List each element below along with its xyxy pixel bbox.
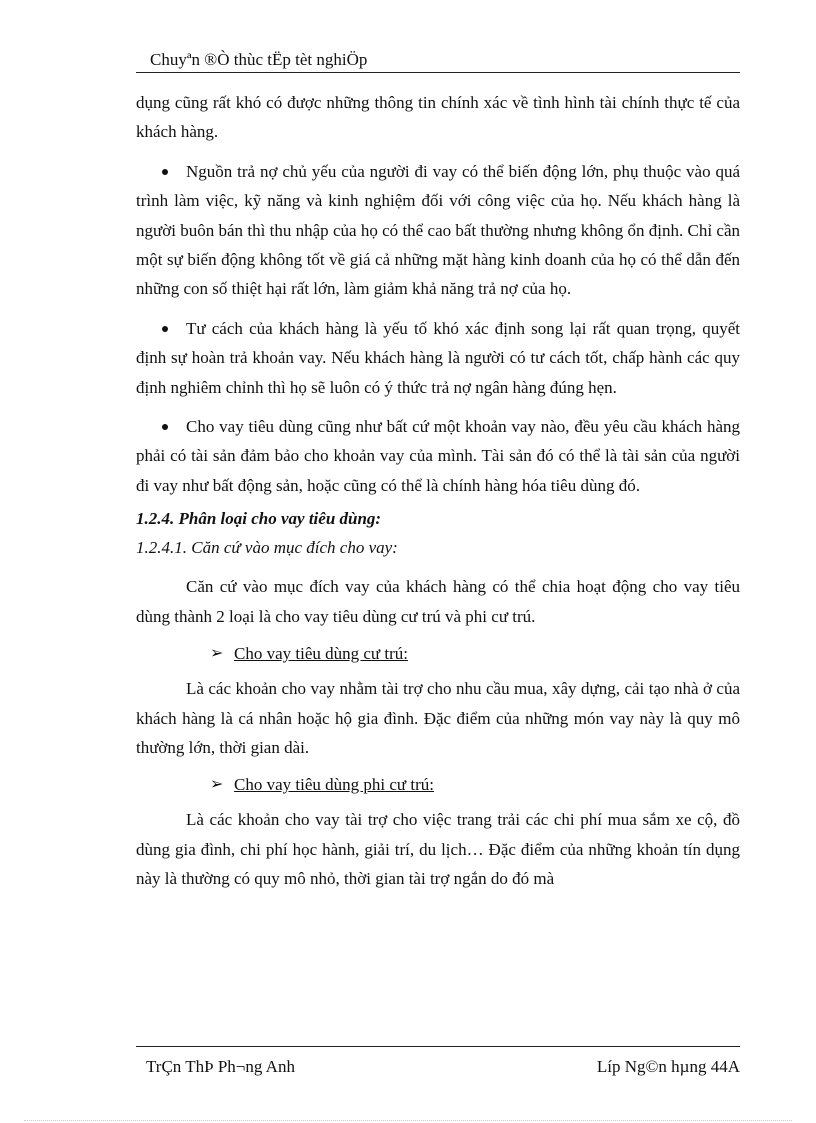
bullet-icon: [162, 169, 168, 175]
section-heading: 1.2.4. Phân loại cho vay tiêu dùng:: [136, 509, 382, 529]
page-footer: [136, 1046, 740, 1076]
bullet-text: Nguồn trả nợ chủ yếu của người đi vay có thể biến động lớn, phụ thuộc vào quá trình làm việc, kỹ năng và kinh nghiệm đối với công việc của họ. Nếu khách hàng là người buôn bán thì thu nhập của họ có thể cao bất thường nhưng không ổn định. Chỉ cần một sự biến động không tốt về giá cả những mặt hàng kinh doanh của họ có thể dẫn đến những con số thiệt hại rất lớn, làm giảm khả năng trả nợ của họ.: [136, 161, 740, 299]
arrowhead-icon: ➢: [210, 645, 224, 663]
document-body: [136, 88, 740, 894]
paragraph-continuation: dụng cũng rất khó có được những thông tin chính xác về tình hình tài chính thực tế của khách hàng.: [136, 93, 740, 142]
header-title: Chuyªn ®Ò thùc tËp tèt nghiÖp: [150, 50, 368, 69]
arrow-item-residential: [136, 639, 740, 668]
bullet-icon: [162, 326, 168, 332]
paragraph-classification: Căn cứ vào mục đích vay của khách hàng có thể chia hoạt động cho vay tiêu dùng thành 2 loại là cho vay tiêu dùng cư trú và phi cư trú.: [136, 577, 740, 626]
footer-author: TrÇn ThÞ Ph¬ng Anh: [146, 1057, 295, 1076]
subsection-heading: 1.2.4.1. Căn cứ vào mục đích cho vay:: [136, 538, 398, 558]
arrow-item-label: Cho vay tiêu dùng phi cư trú:: [234, 775, 434, 795]
arrow-item-label: Cho vay tiêu dùng cư trú:: [234, 644, 408, 664]
bullet-icon: [162, 424, 168, 430]
bullet-item-collateral: [136, 412, 740, 500]
page-header: [136, 48, 740, 73]
bullet-text: Cho vay tiêu dùng cũng như bất cứ một khoản vay nào, đều yêu cầu khách hàng phải có tài sản đảm bảo cho khoản vay của mình. Tài sản đó có thể là tài sản của người đi vay như bất động sản, hoặc cũng có thể là chính hàng hóa tiêu dùng đó.: [136, 417, 740, 495]
arrowhead-icon: ➢: [210, 776, 224, 794]
paragraph-nonresidential: Là các khoản cho vay tài trợ cho việc trang trải các chi phí mua sắm xe cộ, đồ dùng gia đình, chi phí học hành, giải trí, du lịch… Đặc điểm của những khoản tín dụng này là thường có quy mô nhỏ, thời gian tài trợ ngắn do đó mà: [136, 810, 740, 889]
bullet-item-character: [136, 314, 740, 402]
bullet-item-repayment: [136, 157, 740, 304]
arrow-item-nonresidential: [136, 770, 740, 799]
paragraph-residential: Là các khoản cho vay nhằm tài trợ cho nhu cầu mua, xây dựng, cải tạo nhà ở của khách hàng là cá nhân hoặc hộ gia đình. Đặc điểm của những món vay này là quy mô thường lớn, thời gian dài.: [136, 679, 740, 757]
footer-class: Líp Ng©n hµng 44A: [596, 1057, 740, 1076]
page-bottom-divider: [24, 1120, 792, 1121]
bullet-text: Tư cách của khách hàng là yếu tố khó xác định song lại rất quan trọng, quyết định sự hoàn trả khoản vay. Nếu khách hàng là người có tư cách tốt, chấp hành các quy định nghiêm chỉnh thì họ sẽ luôn có ý thức trả nợ ngân hàng đúng hẹn.: [136, 318, 740, 397]
